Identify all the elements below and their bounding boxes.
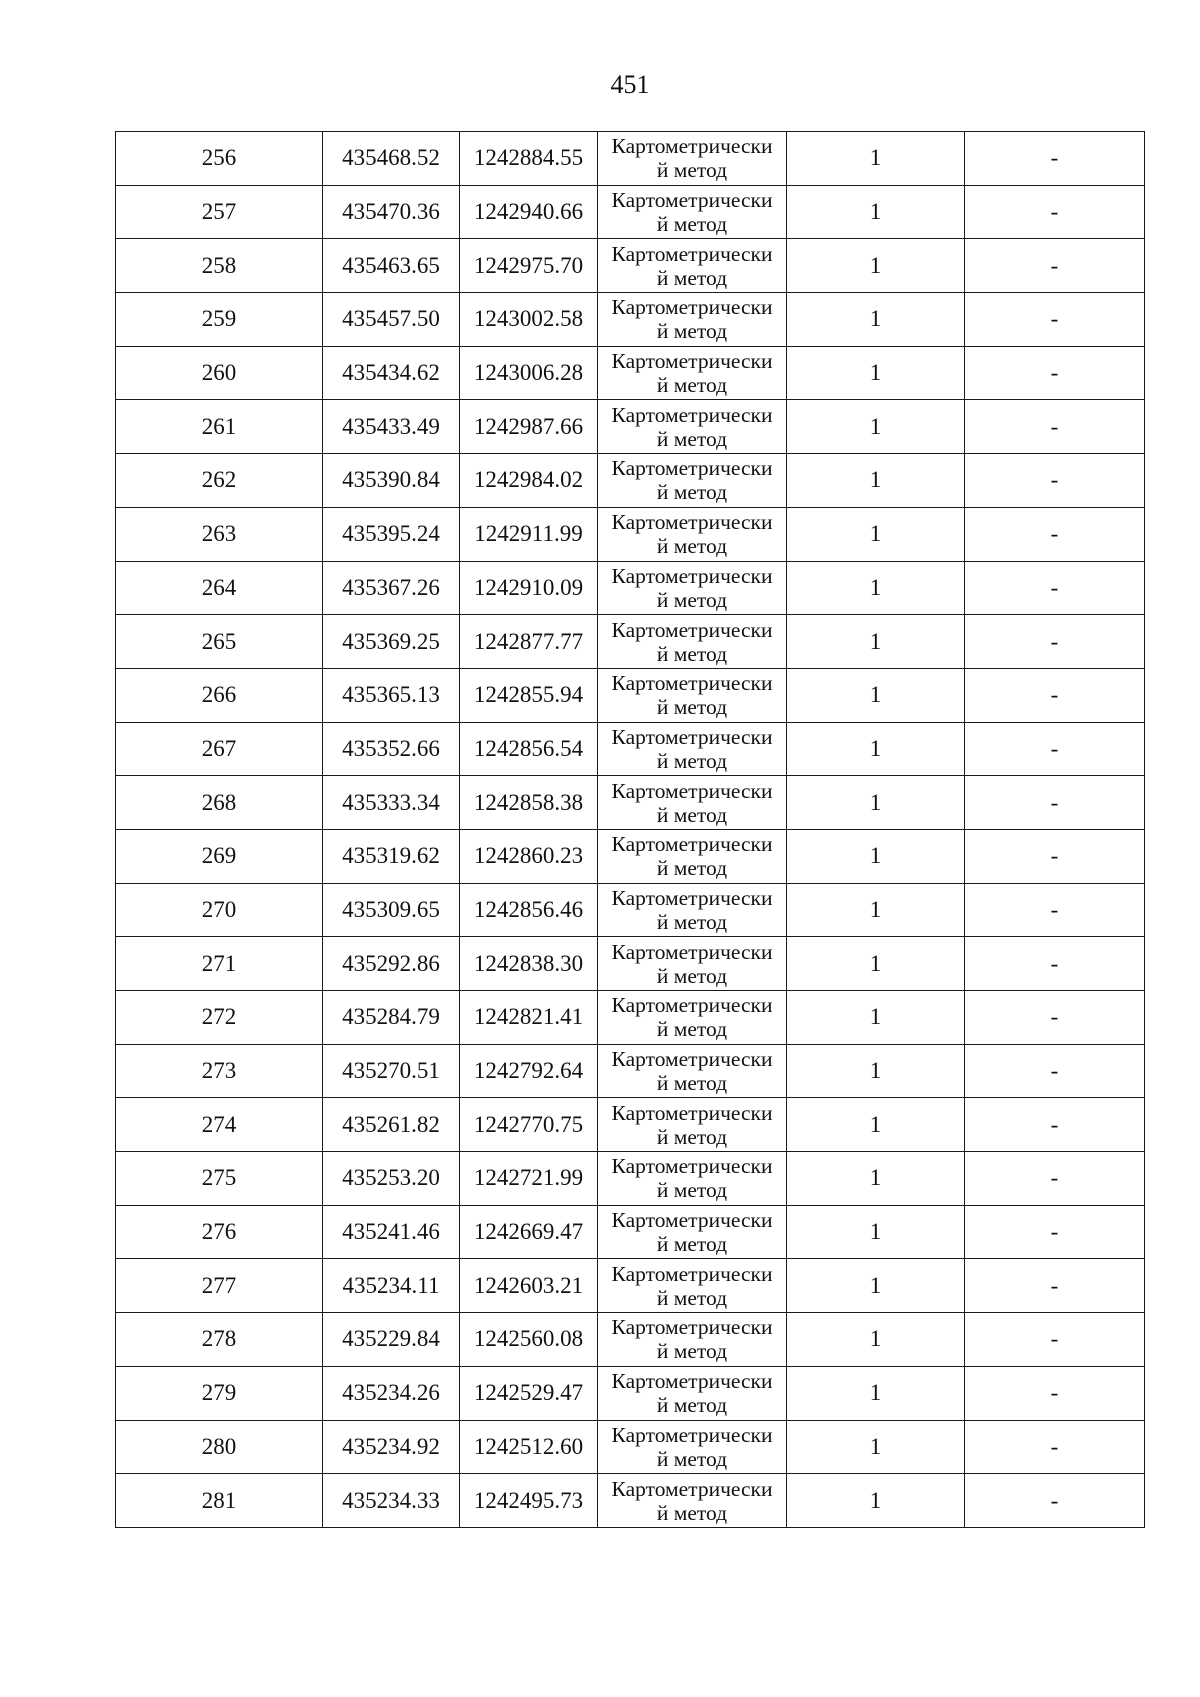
accuracy-cell: 1 bbox=[787, 400, 965, 454]
table-row bbox=[116, 1420, 1145, 1474]
y-coordinate-cell: 1242770.75 bbox=[460, 1098, 598, 1152]
x-coordinate-cell: 435309.65 bbox=[323, 883, 460, 937]
point-number-cell: 266 bbox=[116, 668, 323, 722]
x-coordinate-cell: 435463.65 bbox=[323, 239, 460, 293]
method-text-line-1: Картометрически bbox=[611, 241, 773, 266]
x-coordinate-cell: 435284.79 bbox=[323, 991, 460, 1045]
point-number-cell: 269 bbox=[116, 829, 323, 883]
method-text-line-1: Картометрически bbox=[611, 671, 773, 696]
description-cell: - bbox=[965, 937, 1145, 991]
point-number-cell: 256 bbox=[116, 132, 323, 186]
y-coordinate-cell: 1242529.47 bbox=[460, 1366, 598, 1420]
x-coordinate-cell: 435234.26 bbox=[323, 1366, 460, 1420]
table-row bbox=[116, 1259, 1145, 1313]
y-coordinate-cell: 1242721.99 bbox=[460, 1152, 598, 1206]
method-text-line-2: й метод bbox=[656, 319, 728, 344]
y-coordinate-cell: 1242858.38 bbox=[460, 776, 598, 830]
y-coordinate-cell: 1242860.23 bbox=[460, 829, 598, 883]
y-coordinate-cell: 1243006.28 bbox=[460, 346, 598, 400]
accuracy-cell: 1 bbox=[787, 937, 965, 991]
x-coordinate-cell: 435369.25 bbox=[323, 615, 460, 669]
method-text-line-2: й метод bbox=[656, 212, 728, 237]
x-coordinate-cell: 435365.13 bbox=[323, 668, 460, 722]
accuracy-cell: 1 bbox=[787, 185, 965, 239]
x-coordinate-cell: 435333.34 bbox=[323, 776, 460, 830]
accuracy-cell: 1 bbox=[787, 561, 965, 615]
point-number-cell: 263 bbox=[116, 507, 323, 561]
y-coordinate-cell: 1242940.66 bbox=[460, 185, 598, 239]
method-cell bbox=[598, 937, 787, 991]
point-number-cell: 281 bbox=[116, 1474, 323, 1528]
description-cell: - bbox=[965, 507, 1145, 561]
method-text-line-1: Картометрически bbox=[611, 724, 773, 749]
table-row bbox=[116, 668, 1145, 722]
method-text-line-2: й метод bbox=[656, 480, 728, 505]
description-cell: - bbox=[965, 776, 1145, 830]
method-cell bbox=[598, 1313, 787, 1367]
x-coordinate-cell: 435395.24 bbox=[323, 507, 460, 561]
method-cell bbox=[598, 1098, 787, 1152]
x-coordinate-cell: 435434.62 bbox=[323, 346, 460, 400]
accuracy-cell: 1 bbox=[787, 1474, 965, 1528]
page-number: 451 bbox=[610, 70, 650, 99]
method-cell bbox=[598, 883, 787, 937]
accuracy-cell: 1 bbox=[787, 668, 965, 722]
method-cell bbox=[598, 1044, 787, 1098]
point-number-cell: 280 bbox=[116, 1420, 323, 1474]
method-text-line-2: й метод bbox=[656, 748, 728, 773]
description-cell: - bbox=[965, 561, 1145, 615]
method-text-line-1: Картометрически bbox=[611, 510, 773, 535]
y-coordinate-cell: 1242603.21 bbox=[460, 1259, 598, 1313]
method-text-line-2: й метод bbox=[656, 1393, 728, 1418]
method-text-line-2: й метод bbox=[656, 1500, 728, 1525]
method-text-line-1: Картометрически bbox=[611, 885, 773, 910]
point-number-cell: 278 bbox=[116, 1313, 323, 1367]
x-coordinate-cell: 435352.66 bbox=[323, 722, 460, 776]
accuracy-cell: 1 bbox=[787, 1152, 965, 1206]
x-coordinate-cell: 435319.62 bbox=[323, 829, 460, 883]
accuracy-cell: 1 bbox=[787, 722, 965, 776]
method-text-line-1: Картометрически bbox=[611, 1315, 773, 1340]
y-coordinate-cell: 1242984.02 bbox=[460, 454, 598, 508]
table-row bbox=[116, 776, 1145, 830]
table-row bbox=[116, 400, 1145, 454]
accuracy-cell: 1 bbox=[787, 1098, 965, 1152]
method-text-line-2: й метод bbox=[656, 1232, 728, 1257]
x-coordinate-cell: 435390.84 bbox=[323, 454, 460, 508]
x-coordinate-cell: 435367.26 bbox=[323, 561, 460, 615]
table-row bbox=[116, 615, 1145, 669]
method-text-line-1: Картометрически bbox=[611, 832, 773, 857]
table-row bbox=[116, 991, 1145, 1045]
method-cell bbox=[598, 1259, 787, 1313]
method-cell bbox=[598, 400, 787, 454]
table-row bbox=[116, 507, 1145, 561]
table-row bbox=[116, 883, 1145, 937]
method-text-line-2: й метод bbox=[656, 534, 728, 559]
point-number-cell: 275 bbox=[116, 1152, 323, 1206]
method-cell bbox=[598, 991, 787, 1045]
table-row bbox=[116, 1044, 1145, 1098]
point-number-cell: 279 bbox=[116, 1366, 323, 1420]
method-text-line-1: Картометрически bbox=[611, 1422, 773, 1447]
method-text-line-1: Картометрически bbox=[611, 349, 773, 374]
description-cell: - bbox=[965, 1313, 1145, 1367]
table-row bbox=[116, 346, 1145, 400]
point-number-cell: 260 bbox=[116, 346, 323, 400]
method-text-line-1: Картометрически bbox=[611, 456, 773, 481]
method-text-line-2: й метод bbox=[656, 373, 728, 398]
y-coordinate-cell: 1242560.08 bbox=[460, 1313, 598, 1367]
x-coordinate-cell: 435470.36 bbox=[323, 185, 460, 239]
accuracy-cell: 1 bbox=[787, 1420, 965, 1474]
point-number-cell: 257 bbox=[116, 185, 323, 239]
method-text-line-2: й метод bbox=[656, 1017, 728, 1042]
x-coordinate-cell: 435292.86 bbox=[323, 937, 460, 991]
method-cell bbox=[598, 1152, 787, 1206]
description-cell: - bbox=[965, 883, 1145, 937]
description-cell: - bbox=[965, 722, 1145, 776]
description-cell: - bbox=[965, 829, 1145, 883]
description-cell: - bbox=[965, 1205, 1145, 1259]
method-cell bbox=[598, 1366, 787, 1420]
method-cell bbox=[598, 507, 787, 561]
description-cell: - bbox=[965, 400, 1145, 454]
y-coordinate-cell: 1242987.66 bbox=[460, 400, 598, 454]
method-text-line-1: Картометрически bbox=[611, 402, 773, 427]
point-number-cell: 276 bbox=[116, 1205, 323, 1259]
description-cell: - bbox=[965, 1044, 1145, 1098]
coordinates-table bbox=[115, 131, 1145, 1528]
x-coordinate-cell: 435234.92 bbox=[323, 1420, 460, 1474]
y-coordinate-cell: 1242495.73 bbox=[460, 1474, 598, 1528]
table-row bbox=[116, 185, 1145, 239]
description-cell: - bbox=[965, 346, 1145, 400]
point-number-cell: 262 bbox=[116, 454, 323, 508]
method-text-line-1: Картометрически bbox=[611, 1047, 773, 1072]
description-cell: - bbox=[965, 239, 1145, 293]
description-cell: - bbox=[965, 668, 1145, 722]
method-cell bbox=[598, 132, 787, 186]
method-text-line-2: й метод bbox=[656, 587, 728, 612]
table-row bbox=[116, 722, 1145, 776]
accuracy-cell: 1 bbox=[787, 1044, 965, 1098]
method-text-line-1: Картометрически bbox=[611, 1208, 773, 1233]
y-coordinate-cell: 1242877.77 bbox=[460, 615, 598, 669]
x-coordinate-cell: 435234.11 bbox=[323, 1259, 460, 1313]
y-coordinate-cell: 1242884.55 bbox=[460, 132, 598, 186]
accuracy-cell: 1 bbox=[787, 1259, 965, 1313]
table-row bbox=[116, 454, 1145, 508]
method-cell bbox=[598, 829, 787, 883]
description-cell: - bbox=[965, 132, 1145, 186]
y-coordinate-cell: 1242856.46 bbox=[460, 883, 598, 937]
accuracy-cell: 1 bbox=[787, 1205, 965, 1259]
description-cell: - bbox=[965, 1420, 1145, 1474]
point-number-cell: 273 bbox=[116, 1044, 323, 1098]
accuracy-cell: 1 bbox=[787, 1313, 965, 1367]
method-cell bbox=[598, 293, 787, 347]
point-number-cell: 267 bbox=[116, 722, 323, 776]
description-cell: - bbox=[965, 615, 1145, 669]
point-number-cell: 277 bbox=[116, 1259, 323, 1313]
method-text-line-2: й метод bbox=[656, 1124, 728, 1149]
method-text-line-2: й метод bbox=[656, 1178, 728, 1203]
accuracy-cell: 1 bbox=[787, 346, 965, 400]
point-number-cell: 265 bbox=[116, 615, 323, 669]
accuracy-cell: 1 bbox=[787, 615, 965, 669]
y-coordinate-cell: 1242910.09 bbox=[460, 561, 598, 615]
accuracy-cell: 1 bbox=[787, 132, 965, 186]
method-text-line-2: й метод bbox=[656, 426, 728, 451]
description-cell: - bbox=[965, 991, 1145, 1045]
method-text-line-1: Картометрически bbox=[611, 1476, 773, 1501]
method-cell bbox=[598, 776, 787, 830]
table-row bbox=[116, 1205, 1145, 1259]
table-row bbox=[116, 1152, 1145, 1206]
method-text-line-2: й метод bbox=[656, 909, 728, 934]
point-number-cell: 259 bbox=[116, 293, 323, 347]
method-text-line-1: Картометрически bbox=[611, 993, 773, 1018]
method-cell bbox=[598, 1205, 787, 1259]
table-row bbox=[116, 1474, 1145, 1528]
x-coordinate-cell: 435234.33 bbox=[323, 1474, 460, 1528]
table-row bbox=[116, 937, 1145, 991]
method-text-line-2: й метод bbox=[656, 695, 728, 720]
method-text-line-1: Картометрически bbox=[611, 134, 773, 159]
x-coordinate-cell: 435433.49 bbox=[323, 400, 460, 454]
x-coordinate-cell: 435468.52 bbox=[323, 132, 460, 186]
method-text-line-2: й метод bbox=[656, 265, 728, 290]
method-cell bbox=[598, 239, 787, 293]
method-text-line-2: й метод bbox=[656, 856, 728, 881]
method-cell bbox=[598, 1474, 787, 1528]
method-text-line-2: й метод bbox=[656, 158, 728, 183]
y-coordinate-cell: 1242821.41 bbox=[460, 991, 598, 1045]
table-row bbox=[116, 132, 1145, 186]
y-coordinate-cell: 1243002.58 bbox=[460, 293, 598, 347]
method-cell bbox=[598, 668, 787, 722]
method-text-line-1: Картометрически bbox=[611, 778, 773, 803]
table-row bbox=[116, 561, 1145, 615]
method-text-line-1: Картометрически bbox=[611, 188, 773, 213]
x-coordinate-cell: 435241.46 bbox=[323, 1205, 460, 1259]
table-row bbox=[116, 1313, 1145, 1367]
y-coordinate-cell: 1242669.47 bbox=[460, 1205, 598, 1259]
method-cell bbox=[598, 1420, 787, 1474]
method-cell bbox=[598, 346, 787, 400]
method-text-line-2: й метод bbox=[656, 963, 728, 988]
accuracy-cell: 1 bbox=[787, 454, 965, 508]
method-cell bbox=[598, 561, 787, 615]
table-row bbox=[116, 293, 1145, 347]
description-cell: - bbox=[965, 1474, 1145, 1528]
y-coordinate-cell: 1242911.99 bbox=[460, 507, 598, 561]
accuracy-cell: 1 bbox=[787, 991, 965, 1045]
description-cell: - bbox=[965, 1259, 1145, 1313]
method-text-line-2: й метод bbox=[656, 1446, 728, 1471]
description-cell: - bbox=[965, 293, 1145, 347]
method-cell bbox=[598, 185, 787, 239]
method-text-line-2: й метод bbox=[656, 802, 728, 827]
method-text-line-1: Картометрически bbox=[611, 295, 773, 320]
point-number-cell: 258 bbox=[116, 239, 323, 293]
description-cell: - bbox=[965, 1152, 1145, 1206]
x-coordinate-cell: 435261.82 bbox=[323, 1098, 460, 1152]
table-row bbox=[116, 829, 1145, 883]
y-coordinate-cell: 1242512.60 bbox=[460, 1420, 598, 1474]
accuracy-cell: 1 bbox=[787, 239, 965, 293]
table-row bbox=[116, 1366, 1145, 1420]
method-text-line-1: Картометрически bbox=[611, 563, 773, 588]
y-coordinate-cell: 1242838.30 bbox=[460, 937, 598, 991]
point-number-cell: 274 bbox=[116, 1098, 323, 1152]
accuracy-cell: 1 bbox=[787, 293, 965, 347]
x-coordinate-cell: 435229.84 bbox=[323, 1313, 460, 1367]
table-row bbox=[116, 239, 1145, 293]
method-cell bbox=[598, 722, 787, 776]
y-coordinate-cell: 1242856.54 bbox=[460, 722, 598, 776]
point-number-cell: 261 bbox=[116, 400, 323, 454]
description-cell: - bbox=[965, 1366, 1145, 1420]
coordinates-table-body bbox=[116, 132, 1145, 1528]
point-number-cell: 268 bbox=[116, 776, 323, 830]
accuracy-cell: 1 bbox=[787, 1366, 965, 1420]
y-coordinate-cell: 1242855.94 bbox=[460, 668, 598, 722]
description-cell: - bbox=[965, 185, 1145, 239]
method-text-line-2: й метод bbox=[656, 1339, 728, 1364]
point-number-cell: 272 bbox=[116, 991, 323, 1045]
method-text-line-1: Картометрически bbox=[611, 1154, 773, 1179]
x-coordinate-cell: 435270.51 bbox=[323, 1044, 460, 1098]
method-cell bbox=[598, 615, 787, 669]
method-text-line-1: Картометрически bbox=[611, 1261, 773, 1286]
accuracy-cell: 1 bbox=[787, 776, 965, 830]
accuracy-cell: 1 bbox=[787, 883, 965, 937]
y-coordinate-cell: 1242975.70 bbox=[460, 239, 598, 293]
method-text-line-1: Картометрически bbox=[611, 939, 773, 964]
table-row bbox=[116, 1098, 1145, 1152]
method-text-line-1: Картометрически bbox=[611, 1100, 773, 1125]
point-number-cell: 264 bbox=[116, 561, 323, 615]
x-coordinate-cell: 435253.20 bbox=[323, 1152, 460, 1206]
description-cell: - bbox=[965, 454, 1145, 508]
y-coordinate-cell: 1242792.64 bbox=[460, 1044, 598, 1098]
method-text-line-1: Картометрически bbox=[611, 617, 773, 642]
point-number-cell: 271 bbox=[116, 937, 323, 991]
accuracy-cell: 1 bbox=[787, 507, 965, 561]
x-coordinate-cell: 435457.50 bbox=[323, 293, 460, 347]
method-text-line-2: й метод bbox=[656, 1285, 728, 1310]
accuracy-cell: 1 bbox=[787, 829, 965, 883]
description-cell: - bbox=[965, 1098, 1145, 1152]
method-text-line-1: Картометрически bbox=[611, 1369, 773, 1394]
method-cell bbox=[598, 454, 787, 508]
method-text-line-2: й метод bbox=[656, 641, 728, 666]
method-text-line-2: й метод bbox=[656, 1071, 728, 1096]
point-number-cell: 270 bbox=[116, 883, 323, 937]
